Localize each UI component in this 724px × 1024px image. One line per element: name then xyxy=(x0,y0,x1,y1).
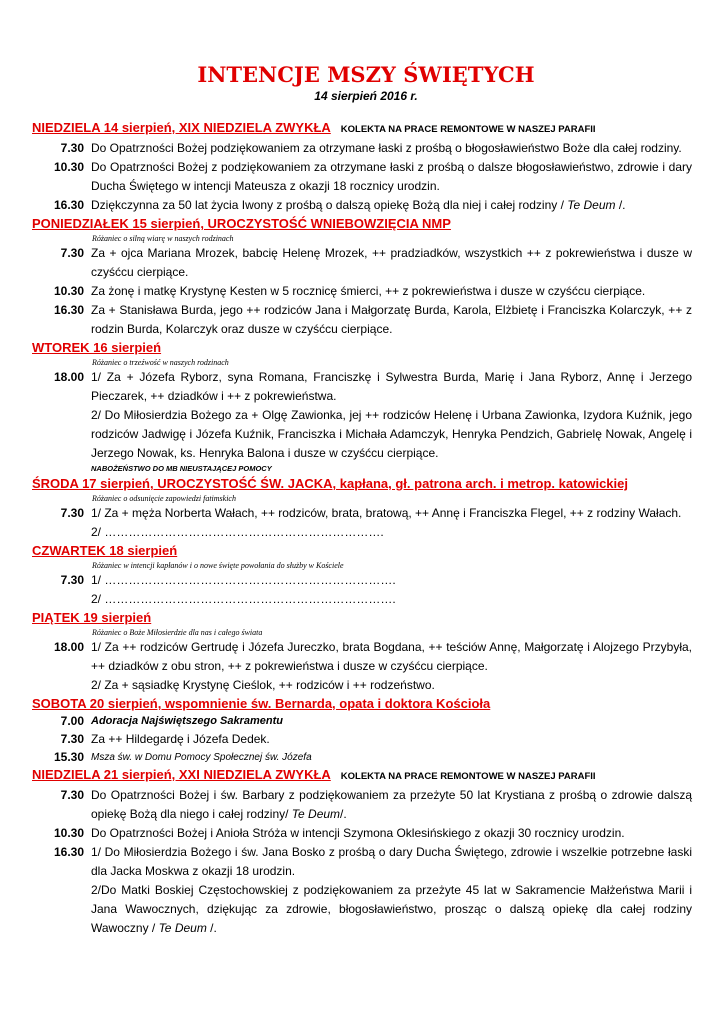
rosary-intention: Różaniec o trzeźwość w naszych rodzinach xyxy=(92,358,229,367)
intention-paragraph: 1/ Za + męża Norberta Wałach, ++ rodziców, brata, bratową, ++ Annę i Franciszka Flegel, ++ z rodziny Wałach. xyxy=(91,506,682,520)
mass-intention xyxy=(32,571,692,609)
intention-text: Dziękczynna za 50 lat życia Iwony z prośbą o dalszą opiekę Bożą dla niej i całej rodziny / Te Deum /. xyxy=(91,198,626,212)
intention-text xyxy=(91,368,692,463)
day-section xyxy=(32,339,692,475)
day-heading-text: SOBOTA 20 sierpień, wspomnienie św. Bernarda, opata i doktora Kościoła xyxy=(32,696,491,711)
day-section xyxy=(32,475,692,542)
intention-text xyxy=(91,571,692,609)
intention-text: Za + ojca Mariana Mrozek, babcię Helenę Mrozek, ++ pradziadków, wszystkich ++ z pokrewieństwa i dusze w czyśćcu cierpiące. xyxy=(91,246,692,279)
day-heading-text: WTOREK 16 sierpień xyxy=(32,340,162,355)
intention-paragraph: 1/ Do Miłosierdzia Bożego i św. Jana Bosko z prośbą o dary Ducha Świętego, zdrowie i wszelkie potrzebne łaski dla Jacka Moskwa z okazji 18 urodzin. xyxy=(91,845,692,878)
rosary-intention: Różaniec o silną wiarę w naszych rodzinach xyxy=(92,234,234,243)
intention-text xyxy=(91,504,692,542)
mass-time: 16.30 xyxy=(53,198,84,212)
intention-paragraph: 2/ ……………………………………………………………. xyxy=(91,525,384,539)
day-heading-text: NIEDZIELA 21 sierpień, XXI NIEDZIELA ZWYKŁA xyxy=(32,767,331,782)
mass-intention xyxy=(32,730,692,749)
day-heading-text: NIEDZIELA 14 sierpień, XIX NIEDZIELA ZWYKŁA xyxy=(32,120,331,135)
mass-time: 7.30 xyxy=(60,506,84,520)
intention-paragraph: 1/ Za ++ rodziców Gertrudę i Józefa Jureczko, brata Bogdana, ++ teściów Annę, Małgorzatę i Alojzego Przybyła, ++ dziadków z obu stron, ++ z pokrewieństwa i dusze w czyśćcu cierpiące. xyxy=(91,640,692,673)
mass-time: 10.30 xyxy=(53,160,84,174)
mass-intention xyxy=(32,786,692,824)
intention-text: Do Opatrzności Bożej z podziękowaniem za otrzymane łaski z prośbą o dalsze błogosławieństwo, zdrowie i dary Ducha Świętego w intencji Mateusza z okazji 18 rocznicy urodzin. xyxy=(91,160,692,193)
mass-time: 10.30 xyxy=(53,826,84,840)
intention-paragraph: 2/ Za + sąsiadkę Krystynę Cieślok, ++ rodziców i ++ rodzeństwo. xyxy=(91,678,435,692)
document-date: 14 sierpień 2016 r. xyxy=(314,89,418,103)
mass-time: 7.30 xyxy=(60,573,84,587)
days-list xyxy=(32,119,692,938)
day-heading xyxy=(32,119,692,139)
mass-intention xyxy=(32,301,692,339)
day-heading xyxy=(32,215,692,233)
day-section xyxy=(32,609,692,695)
te-deum-text: Te Deum xyxy=(567,198,616,212)
mass-intention xyxy=(32,504,692,542)
mass-intention xyxy=(32,282,692,301)
day-heading xyxy=(32,766,692,786)
day-heading-text: PIĄTEK 19 sierpień xyxy=(32,610,152,625)
mass-time: 16.30 xyxy=(53,845,84,859)
te-deum-text: Te Deum xyxy=(291,807,341,821)
day-heading xyxy=(32,339,692,357)
day-heading xyxy=(32,542,692,560)
te-deum-text: Te Deum xyxy=(158,921,207,935)
rosary-intention: Różaniec w intencji kapłanów i o nowe święte powołania do służby w Kościele xyxy=(92,561,344,570)
mass-intention xyxy=(32,196,692,215)
spacer xyxy=(32,104,692,119)
mass-intention xyxy=(32,843,692,938)
mass-intention xyxy=(32,713,692,730)
mass-intention xyxy=(32,749,692,766)
intention-text: Do Opatrzności Bożej i Anioła Stróża w intencji Szymona Oklesińskiego z okazji 30 rocznicy urodzin. xyxy=(91,826,625,840)
intention-paragraph: 2/Do Matki Boskiej Częstochowskiej z podziękowaniem za przeżyte 45 lat w Sakramencie Małżeństwa Marii i Jana Wawocznych, dziękując za zdrowie, błogosławieństwo, prosząc o dalszą opiekę dla całej rodziny Wawoczny / Te Deum /. xyxy=(91,883,692,935)
intention-paragraph: 2/ ………………………………………………………………. xyxy=(91,592,396,606)
intention-text xyxy=(91,843,692,938)
collection-note: KOLEKTA NA PRACE REMONTOWE W NASZEJ PARAFII xyxy=(340,124,596,135)
day-section xyxy=(32,766,692,938)
mass-time: 7.30 xyxy=(60,246,84,260)
mass-time: 18.00 xyxy=(53,640,84,654)
day-heading-text: PONIEDZIAŁEK 15 sierpień, UROCZYSTOŚĆ WNIEBOWZIĘCIA NMP xyxy=(32,216,451,231)
document-title: INTENCJE MSZY ŚWIĘTYCH xyxy=(197,62,535,87)
mass-intention xyxy=(32,139,692,158)
devotion-note: NABOŻEŃSTWO DO MB NIEUSTAJĄCEJ POMOCY xyxy=(91,464,272,473)
mass-intention xyxy=(32,368,692,463)
day-heading-text: CZWARTEK 18 sierpień xyxy=(32,543,178,558)
mass-time: 7.30 xyxy=(60,141,84,155)
intention-text: Za żonę i matkę Krystynę Kesten w 5 rocznicę śmierci, ++ z pokrewieństwa i dusze w czyśćcu cierpiące. xyxy=(91,284,646,298)
collection-note: KOLEKTA NA PRACE REMONTOWE W NASZEJ PARAFII xyxy=(340,771,596,782)
day-heading-text: ŚRODA 17 sierpień, UROCZYSTOŚĆ ŚW. JACKA, kapłana, gł. patrona arch. i metrop. katowickiej xyxy=(32,476,628,491)
mass-time: 15.30 xyxy=(53,750,84,764)
mass-time: 16.30 xyxy=(53,303,84,317)
intention-text: Za + Stanisława Burda, jego ++ rodziców Jana i Małgorzatę Burda, Karola, Elżbietę i Franciszka Kolarczyk, ++ z rodzin Burda, Kolarczyk oraz dusze w czyśćcu cierpiące. xyxy=(91,303,692,336)
mass-time: 7.30 xyxy=(60,788,84,802)
intention-text xyxy=(91,638,692,695)
intention-paragraph: 1/ ………………………………………………………………. xyxy=(91,573,396,587)
day-heading xyxy=(32,475,692,493)
intention-text: Msza św. w Domu Pomocy Społecznej św. Józefa xyxy=(91,752,312,763)
day-section xyxy=(32,695,692,766)
mass-time: 18.00 xyxy=(53,370,84,384)
day-heading xyxy=(32,609,692,627)
mass-time: 7.00 xyxy=(60,714,84,728)
mass-intention xyxy=(32,638,692,695)
mass-intention xyxy=(32,824,692,843)
mass-intention xyxy=(32,244,692,282)
intentions-document xyxy=(32,62,692,938)
intention-text: Adoracja Najświętszego Sakramentu xyxy=(91,715,283,727)
rosary-intention: Różaniec o odsunięcie zapowiedzi fatimskich xyxy=(92,494,236,503)
day-section xyxy=(32,215,692,339)
day-section xyxy=(32,542,692,609)
mass-intention xyxy=(32,158,692,196)
mass-time: 10.30 xyxy=(53,284,84,298)
intention-paragraph: 1/ Za + Józefa Ryborz, syna Romana, Franciszkę i Sylwestra Burda, Marię i Jana Ryborz, Annę i Jerzego Pieczarek, ++ dziadków i ++ z pokrewieństwa. xyxy=(91,370,692,403)
mass-time: 7.30 xyxy=(60,732,84,746)
day-heading xyxy=(32,695,692,713)
intention-text: Do Opatrzności Bożej podziękowaniem za otrzymane łaski z prośbą o błogosławieństwo Boże dla całej rodziny. xyxy=(91,141,682,155)
intention-text: Za ++ Hildegardę i Józefa Dedek. xyxy=(91,732,270,746)
day-section xyxy=(32,119,692,215)
intention-text: Do Opatrzności Bożej i św. Barbary z podziękowaniem za przeżyte 50 lat Krystiana z prośbą o zdrowie dalszą opiekę Bożą dla niego i całej rodziny/ Te Deum/. xyxy=(91,788,692,821)
rosary-intention: Różaniec o Boże Miłosierdzie dla nas i całego świata xyxy=(92,628,263,637)
intention-paragraph: 2/ Do Miłosierdzia Bożego za + Olgę Zawionka, jej ++ rodziców Helenę i Urbana Zawionka, Izydora Kuźnik, jego rodziców Jadwigę i Józefa Kuźnik, Franciszka i Michała Adamczyk, Henryka Pendzich, Gabrielę Nowak, Angelę i Jerzego Nowak, ks. Henryka Balona i dusze w czyśćcu cierpiące. xyxy=(91,408,692,460)
